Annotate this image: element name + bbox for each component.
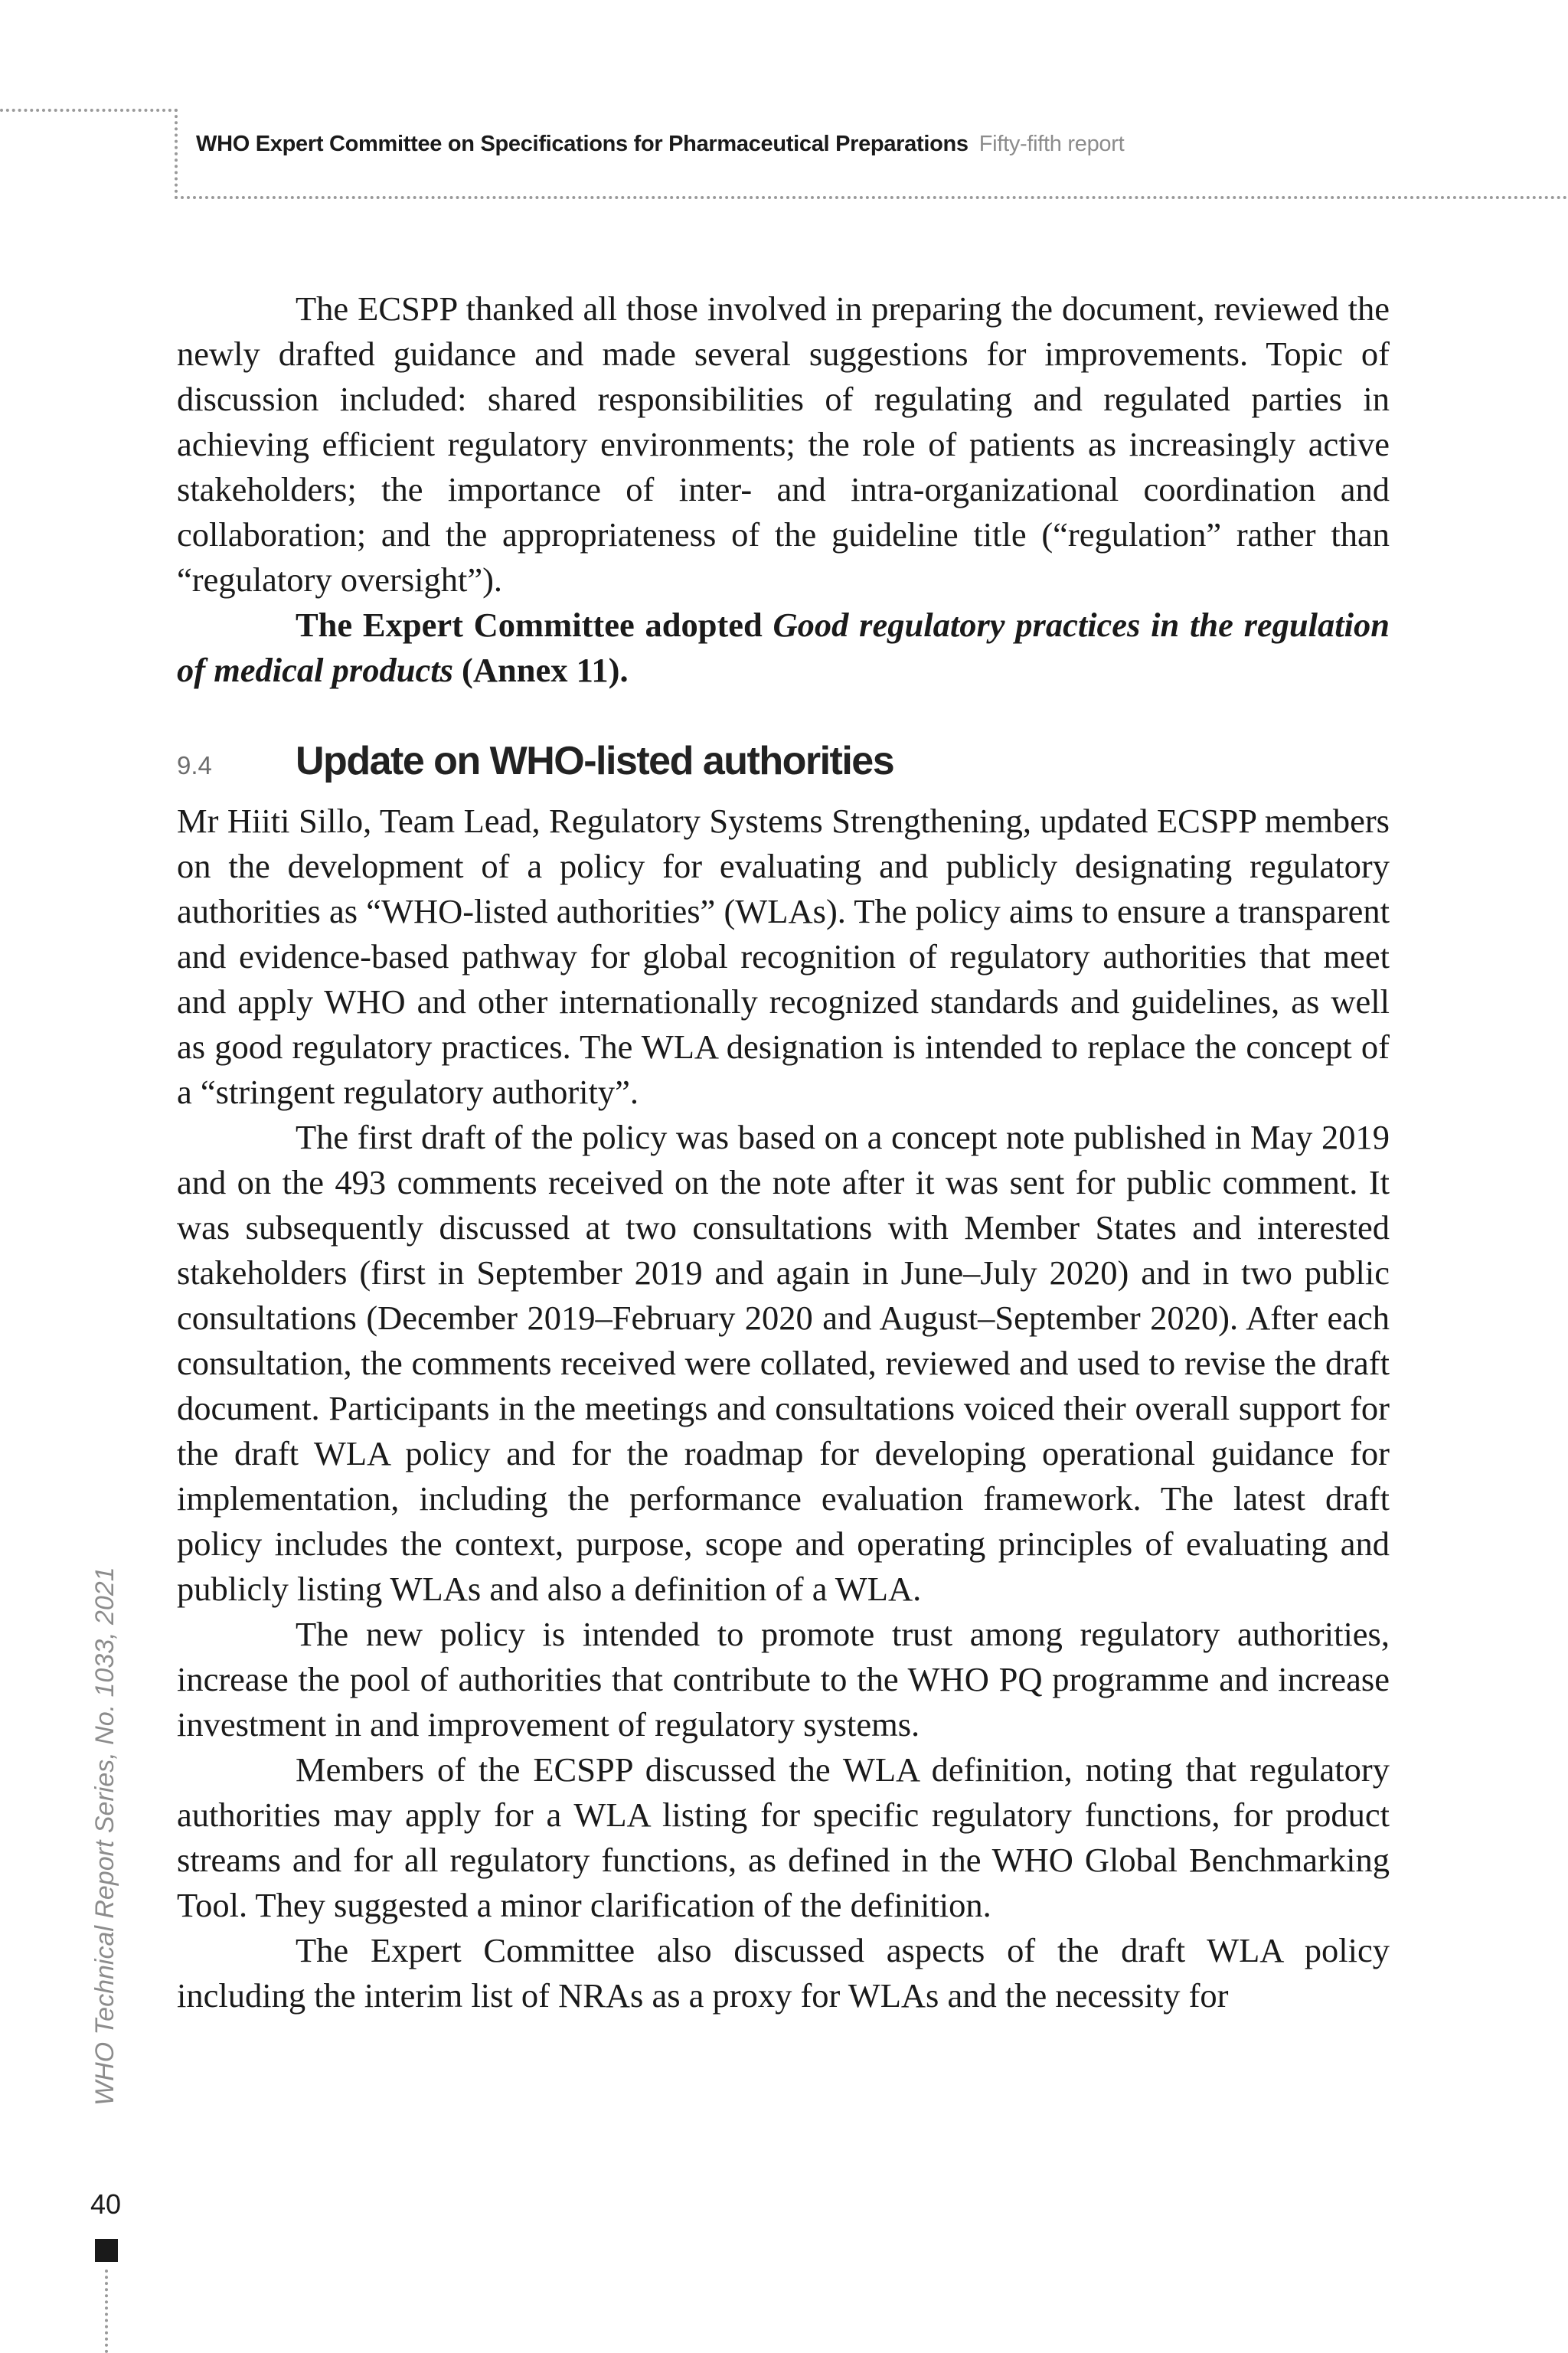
running-header (196, 132, 1124, 157)
body-paragraph: Members of the ECSPP discussed the WLA definition, noting that regulatory authorities may apply for a WLA listing for specific regulatory functions, for product streams and for all regulatory functions, as defined in the WHO Global Benchmarking Tool. They suggested a minor clarification of the definition. (177, 1750, 1390, 1924)
running-header-title: WHO Expert Committee on Specifications for Pharmaceutical Preparations (196, 132, 969, 156)
body-paragraph: The ECSPP thanked all those involved in preparing the document, reviewed the newly drafted guidance and made several suggestions for improvements. Topic of discussion included: shared responsibilities of regulating and regulated parties in achieving efficient regulatory environments; the role of patients as increasingly active stakeholders; the importance of inter- and intra-organizational coordination and collaboration; and the appropriateness of the guideline title (“regulation” rather than “regulatory oversight”). (177, 289, 1390, 599)
header-dotted-rule-top (0, 109, 178, 112)
section-title: Update on WHO-listed authorities (296, 739, 894, 783)
page-body (177, 286, 1390, 2018)
running-header-subtitle: Fifty-fifth report (978, 132, 1125, 156)
page-number: 40 (90, 2188, 122, 2220)
body-paragraph: The Expert Committee also discussed aspects of the draft WLA policy including the interim list of NRAs as a proxy for WLAs and the necessity for (177, 1931, 1390, 2015)
footer-dotted-rule (105, 2270, 108, 2353)
adoption-lead: The Expert Committee adopted (296, 606, 773, 644)
body-paragraph: The first draft of the policy was based on a concept note published in May 2019 and on the 493 comments received on the note after it was sent for public comment. It was subsequently discussed at two consultations with Member States and interested stakeholders (first in September 2019 and again in June–July 2020) and in two public consultations (December 2019–February 2020 and August–September 2020). After each consultation, the comments received were collated, reviewed and used to revise the draft document. Participants in the meetings and consultations voiced their overall support for the draft WLA policy and for the roadmap for developing operational guidance for implementation, including the performance evaluation framework. The latest draft policy includes the context, purpose, scope and operating principles of evaluating and publicly listing WLAs and also a definition of a WLA. (177, 1118, 1390, 1608)
header-dotted-rule-vertical (175, 109, 178, 199)
page-marker-square (95, 2239, 118, 2262)
series-side-title: WHO Technical Report Series, No. 1033, 2021 (90, 1567, 119, 2106)
section-heading (177, 739, 1390, 799)
body-paragraph: The new policy is intended to promote trust among regulatory authorities, increase the pool of authorities that contribute to the WHO PQ programme and increase investment in and improvement of regulatory systems. (177, 1615, 1390, 1744)
adoption-statement (177, 603, 1390, 693)
body-paragraph: Mr Hiiti Sillo, Team Lead, Regulatory Systems Strengthening, updated ECSPP members on the development of a policy for evaluating and publicly designating regulatory authorities as “WHO-listed authorities” (WLAs). The policy aims to ensure a transparent and evidence-based pathway for global recognition of regulatory authorities that meet and apply WHO and other internationally recognized standards and guidelines, as well as good regulatory practices. The WLA designation is intended to replace the concept of a “stringent regulatory authority”. (177, 802, 1390, 1111)
adoption-document-title: Good regulatory practices in the regulation of medical products (177, 606, 1390, 689)
adoption-annex: (Annex 11). (452, 651, 629, 689)
header-dotted-rule-bottom (175, 196, 1568, 199)
section-number: 9.4 (177, 751, 212, 779)
